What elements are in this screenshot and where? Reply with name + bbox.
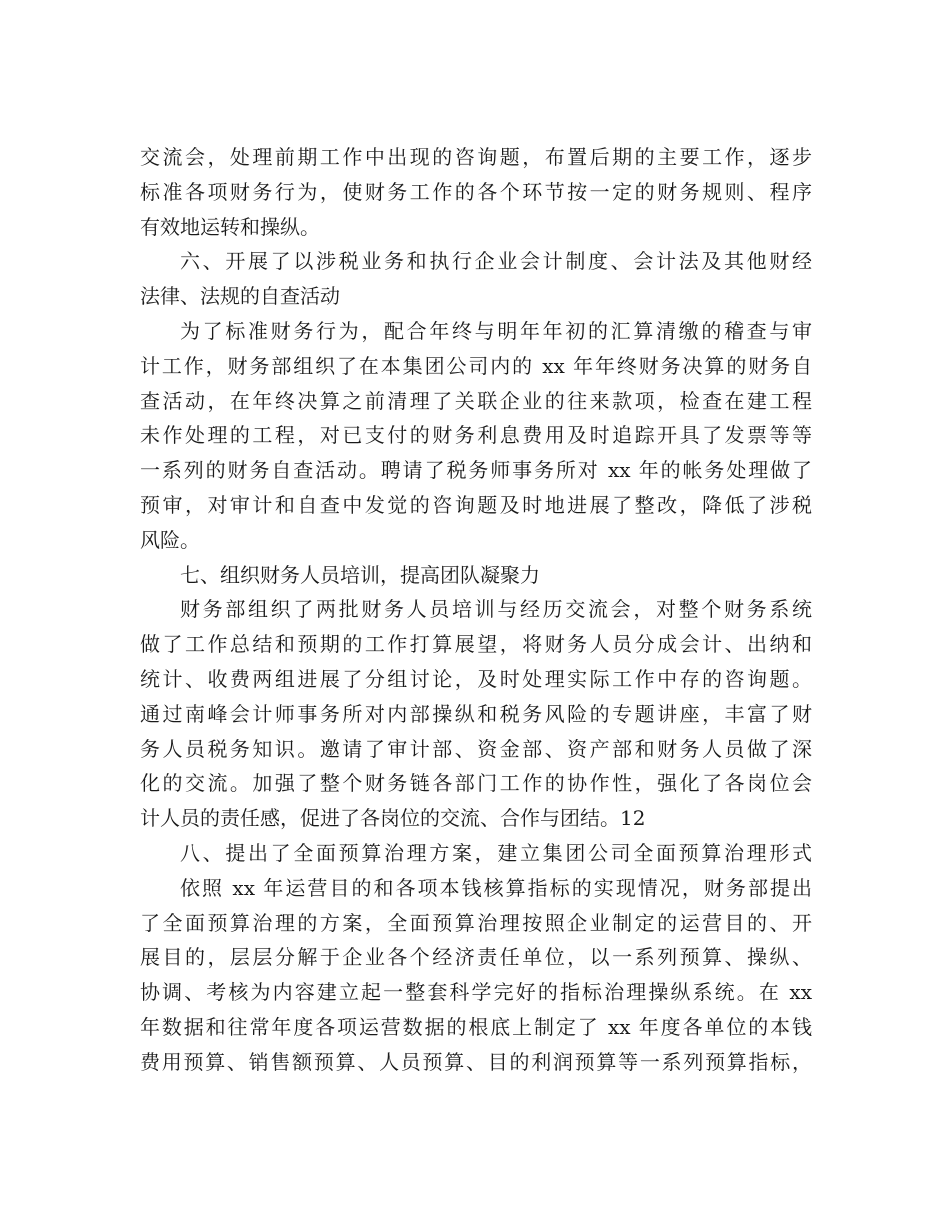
text-line: 预审，对审计和自查中发觉的咨询题及时地进展了整改，降低了涉税	[140, 492, 812, 517]
text-line: 交流会，处理前期工作中出现的咨询题，布置后期的主要工作，逐步	[140, 145, 812, 169]
text-line: 务人员税务知识。邀请了审计部、资金部、资产部和财务人员做了深	[140, 736, 812, 761]
text-line: 通过南峰会计师事务所对内部操纵和税务风险的专题讲座，丰富了财	[140, 701, 812, 726]
text-line: 做了工作总结和预期的工作打算展望，将财务人员分成会计、出纳和	[140, 632, 812, 657]
text-line: 计工作，财务部组织了在本集团公司内的 xx 年年终财务决算的财务自	[140, 353, 812, 378]
text-line: 财务部组织了两批财务人员培训与经历交流会，对整个财务系统	[180, 597, 812, 622]
text-line: 法律、法规的自查活动	[140, 284, 340, 309]
text-line: 依照 xx 年运营目的和各项本钱核算指标的实现情况，财务部提出	[180, 875, 812, 900]
text-line: 查活动，在年终决算之前清理了关联企业的往来款项，检查在建工程	[140, 388, 812, 413]
text-line: 展目的，层层分解于企业各个经济责任单位，以一系列预算、操纵、	[140, 945, 812, 970]
text-line: 统计、收费两组进展了分组讨论，及时处理实际工作中存的咨询题。	[140, 666, 812, 691]
text-line: 了全面预算治理的方案，全面预算治理按照企业制定的运营目的、开	[140, 910, 812, 935]
text-line: 计人员的责任感，促进了各岗位的交流、合作与团结。12	[140, 806, 646, 831]
text-line: 化的交流。加强了整个财务链各部门工作的协作性，强化了各岗位会	[140, 771, 812, 796]
text-line: 八、提出了全面预算治理方案，建立集团公司全面预算治理形式	[180, 840, 812, 865]
text-line: 协调、考核为内容建立起一整套科学完好的指标治理操纵系统。在 xx	[140, 980, 812, 1005]
text-line: 标准各项财务行为，使财务工作的各个环节按一定的财务规则、程序	[140, 179, 812, 204]
text-line: 风险。	[140, 527, 200, 552]
document-body	[140, 140, 812, 1080]
text-line: 费用预算、销售额预算、人员预算、目的利润预算等一系列预算指标，	[140, 1049, 812, 1074]
text-line: 一系列的财务自查活动。聘请了税务师事务所对 xx 年的帐务处理做了	[140, 458, 812, 483]
text-line: 年数据和往常年度各项运营数据的根底上制定了 xx 年度各单位的本钱	[140, 1014, 812, 1039]
text-line: 七、组织财务人员培训，提高团队凝聚力	[180, 562, 540, 587]
text-line: 六、开展了以涉税业务和执行企业会计制度、会计法及其他财经	[180, 249, 812, 274]
text-line: 有效地运转和操纵。	[140, 214, 320, 239]
text-line: 为了标准财务行为，配合年终与明年年初的汇算清缴的稽查与审	[180, 318, 812, 343]
text-line: 未作处理的工程，对已支付的财务利息费用及时追踪开具了发票等等	[140, 423, 812, 448]
